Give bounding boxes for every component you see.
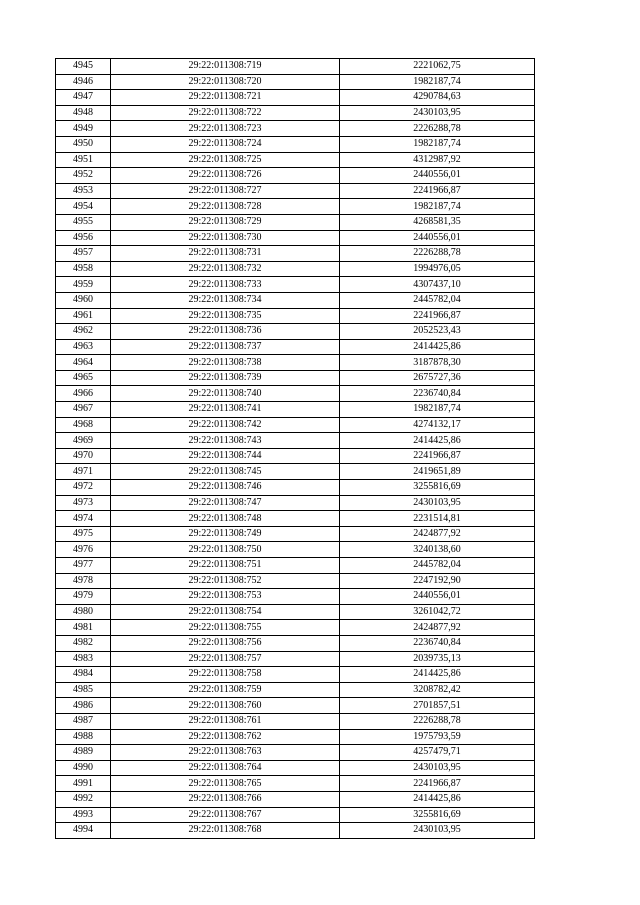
table-row	[56, 230, 535, 246]
cadastral-number-cell: 29:22:011308:747	[111, 495, 340, 511]
cadastral-number-cell: 29:22:011308:753	[111, 589, 340, 605]
cadastral-number-cell: 29:22:011308:729	[111, 214, 340, 230]
row-number-cell: 4981	[56, 620, 111, 636]
table-row	[56, 292, 535, 308]
row-number-cell: 4975	[56, 526, 111, 542]
table-row	[56, 776, 535, 792]
cadastral-value-table	[55, 58, 535, 839]
cadastral-value-cell: 2445782,04	[340, 292, 535, 308]
table-row	[56, 807, 535, 823]
cadastral-value-cell: 2241966,87	[340, 308, 535, 324]
cadastral-number-cell: 29:22:011308:748	[111, 511, 340, 527]
cadastral-number-cell: 29:22:011308:757	[111, 651, 340, 667]
cadastral-value-cell: 2236740,84	[340, 386, 535, 402]
cadastral-value-cell: 3255816,69	[340, 480, 535, 496]
cadastral-number-cell: 29:22:011308:728	[111, 199, 340, 215]
cadastral-number-cell: 29:22:011308:754	[111, 604, 340, 620]
cadastral-number-cell: 29:22:011308:723	[111, 121, 340, 137]
row-number-cell: 4963	[56, 339, 111, 355]
cadastral-value-cell: 2236740,84	[340, 635, 535, 651]
row-number-cell: 4979	[56, 589, 111, 605]
cadastral-value-cell: 4268581,35	[340, 214, 535, 230]
row-number-cell: 4986	[56, 698, 111, 714]
table-row	[56, 121, 535, 137]
table-row	[56, 324, 535, 340]
cadastral-number-cell: 29:22:011308:745	[111, 464, 340, 480]
cadastral-value-cell: 2226288,78	[340, 246, 535, 262]
cadastral-value-cell: 2414425,86	[340, 667, 535, 683]
row-number-cell: 4958	[56, 261, 111, 277]
table-row	[56, 542, 535, 558]
cadastral-value-cell: 1982187,74	[340, 136, 535, 152]
table-row	[56, 682, 535, 698]
table-row	[56, 105, 535, 121]
cadastral-value-cell: 2440556,01	[340, 168, 535, 184]
table-row	[56, 495, 535, 511]
cadastral-value-cell: 3240138,60	[340, 542, 535, 558]
cadastral-value-cell: 2241966,87	[340, 776, 535, 792]
table-row	[56, 90, 535, 106]
cadastral-number-cell: 29:22:011308:764	[111, 760, 340, 776]
cadastral-number-cell: 29:22:011308:735	[111, 308, 340, 324]
cadastral-number-cell: 29:22:011308:725	[111, 152, 340, 168]
cadastral-value-cell: 2430103,95	[340, 495, 535, 511]
cadastral-number-cell: 29:22:011308:742	[111, 417, 340, 433]
cadastral-value-cell: 2675727,36	[340, 370, 535, 386]
table-row	[56, 74, 535, 90]
cadastral-value-cell: 2430103,95	[340, 105, 535, 121]
row-number-cell: 4951	[56, 152, 111, 168]
table-row	[56, 526, 535, 542]
row-number-cell: 4980	[56, 604, 111, 620]
cadastral-number-cell: 29:22:011308:767	[111, 807, 340, 823]
table-row	[56, 823, 535, 839]
table-row	[56, 402, 535, 418]
table-row	[56, 152, 535, 168]
cadastral-value-cell: 2052523,43	[340, 324, 535, 340]
cadastral-number-cell: 29:22:011308:737	[111, 339, 340, 355]
table-row	[56, 651, 535, 667]
cadastral-value-cell: 1982187,74	[340, 74, 535, 90]
cadastral-value-cell: 3187878,30	[340, 355, 535, 371]
cadastral-value-cell: 4312987,92	[340, 152, 535, 168]
row-number-cell: 4978	[56, 573, 111, 589]
cadastral-number-cell: 29:22:011308:733	[111, 277, 340, 293]
cadastral-number-cell: 29:22:011308:758	[111, 667, 340, 683]
table-row	[56, 339, 535, 355]
cadastral-number-cell: 29:22:011308:720	[111, 74, 340, 90]
row-number-cell: 4949	[56, 121, 111, 137]
table-row	[56, 573, 535, 589]
row-number-cell: 4966	[56, 386, 111, 402]
table-row	[56, 433, 535, 449]
row-number-cell: 4956	[56, 230, 111, 246]
table-row	[56, 511, 535, 527]
table-row	[56, 464, 535, 480]
cadastral-value-cell: 2440556,01	[340, 589, 535, 605]
cadastral-value-cell: 2419651,89	[340, 464, 535, 480]
table-body	[56, 59, 535, 839]
cadastral-value-cell: 2241966,87	[340, 183, 535, 199]
cadastral-number-cell: 29:22:011308:746	[111, 480, 340, 496]
row-number-cell: 4976	[56, 542, 111, 558]
table-row	[56, 417, 535, 433]
row-number-cell: 4991	[56, 776, 111, 792]
cadastral-number-cell: 29:22:011308:760	[111, 698, 340, 714]
row-number-cell: 4961	[56, 308, 111, 324]
cadastral-value-cell: 2221062,75	[340, 59, 535, 75]
cadastral-value-cell: 2247192,90	[340, 573, 535, 589]
cadastral-number-cell: 29:22:011308:749	[111, 526, 340, 542]
cadastral-value-cell: 4307437,10	[340, 277, 535, 293]
row-number-cell: 4987	[56, 713, 111, 729]
cadastral-value-cell: 4257479,71	[340, 745, 535, 761]
cadastral-value-cell: 3208782,42	[340, 682, 535, 698]
cadastral-number-cell: 29:22:011308:763	[111, 745, 340, 761]
cadastral-number-cell: 29:22:011308:727	[111, 183, 340, 199]
row-number-cell: 4969	[56, 433, 111, 449]
cadastral-number-cell: 29:22:011308:762	[111, 729, 340, 745]
cadastral-number-cell: 29:22:011308:724	[111, 136, 340, 152]
table-row	[56, 136, 535, 152]
cadastral-value-cell: 2445782,04	[340, 558, 535, 574]
table-row	[56, 635, 535, 651]
row-number-cell: 4964	[56, 355, 111, 371]
cadastral-number-cell: 29:22:011308:730	[111, 230, 340, 246]
cadastral-value-cell: 2226288,78	[340, 121, 535, 137]
table-row	[56, 558, 535, 574]
row-number-cell: 4992	[56, 791, 111, 807]
row-number-cell: 4971	[56, 464, 111, 480]
row-number-cell: 4954	[56, 199, 111, 215]
row-number-cell: 4952	[56, 168, 111, 184]
cadastral-number-cell: 29:22:011308:768	[111, 823, 340, 839]
cadastral-number-cell: 29:22:011308:721	[111, 90, 340, 106]
table-row	[56, 448, 535, 464]
cadastral-value-cell: 2414425,86	[340, 791, 535, 807]
row-number-cell: 4973	[56, 495, 111, 511]
table-row	[56, 620, 535, 636]
cadastral-value-cell: 1994976,05	[340, 261, 535, 277]
cadastral-value-cell: 2424877,92	[340, 620, 535, 636]
cadastral-value-cell: 1982187,74	[340, 199, 535, 215]
row-number-cell: 4957	[56, 246, 111, 262]
cadastral-value-cell: 2226288,78	[340, 713, 535, 729]
row-number-cell: 4970	[56, 448, 111, 464]
cadastral-value-cell: 1982187,74	[340, 402, 535, 418]
row-number-cell: 4974	[56, 511, 111, 527]
table-row	[56, 59, 535, 75]
cadastral-number-cell: 29:22:011308:744	[111, 448, 340, 464]
cadastral-value-cell: 2424877,92	[340, 526, 535, 542]
row-number-cell: 4993	[56, 807, 111, 823]
row-number-cell: 4947	[56, 90, 111, 106]
table-row	[56, 308, 535, 324]
table-row	[56, 370, 535, 386]
row-number-cell: 4946	[56, 74, 111, 90]
row-number-cell: 4960	[56, 292, 111, 308]
cadastral-number-cell: 29:22:011308:761	[111, 713, 340, 729]
cadastral-number-cell: 29:22:011308:759	[111, 682, 340, 698]
cadastral-number-cell: 29:22:011308:751	[111, 558, 340, 574]
row-number-cell: 4972	[56, 480, 111, 496]
table-row	[56, 698, 535, 714]
cadastral-value-cell: 3261042,72	[340, 604, 535, 620]
row-number-cell: 4945	[56, 59, 111, 75]
table-row	[56, 713, 535, 729]
table-row	[56, 261, 535, 277]
table-row	[56, 745, 535, 761]
cadastral-number-cell: 29:22:011308:752	[111, 573, 340, 589]
row-number-cell: 4989	[56, 745, 111, 761]
cadastral-value-cell: 2039735,13	[340, 651, 535, 667]
table-row	[56, 246, 535, 262]
table-row	[56, 214, 535, 230]
row-number-cell: 4950	[56, 136, 111, 152]
table-row	[56, 355, 535, 371]
cadastral-number-cell: 29:22:011308:765	[111, 776, 340, 792]
cadastral-value-cell: 2430103,95	[340, 823, 535, 839]
row-number-cell: 4984	[56, 667, 111, 683]
table-row	[56, 760, 535, 776]
table-row	[56, 386, 535, 402]
row-number-cell: 4982	[56, 635, 111, 651]
cadastral-value-cell: 2231514,81	[340, 511, 535, 527]
cadastral-value-cell: 2414425,86	[340, 339, 535, 355]
row-number-cell: 4990	[56, 760, 111, 776]
row-number-cell: 4968	[56, 417, 111, 433]
cadastral-number-cell: 29:22:011308:719	[111, 59, 340, 75]
cadastral-number-cell: 29:22:011308:739	[111, 370, 340, 386]
cadastral-number-cell: 29:22:011308:740	[111, 386, 340, 402]
row-number-cell: 4977	[56, 558, 111, 574]
cadastral-number-cell: 29:22:011308:738	[111, 355, 340, 371]
row-number-cell: 4988	[56, 729, 111, 745]
cadastral-value-cell: 4274132,17	[340, 417, 535, 433]
table-row	[56, 199, 535, 215]
cadastral-number-cell: 29:22:011308:750	[111, 542, 340, 558]
cadastral-number-cell: 29:22:011308:734	[111, 292, 340, 308]
cadastral-number-cell: 29:22:011308:736	[111, 324, 340, 340]
cadastral-value-cell: 2414425,86	[340, 433, 535, 449]
table-row	[56, 667, 535, 683]
row-number-cell: 4985	[56, 682, 111, 698]
row-number-cell: 4959	[56, 277, 111, 293]
cadastral-value-cell: 2241966,87	[340, 448, 535, 464]
cadastral-number-cell: 29:22:011308:756	[111, 635, 340, 651]
cadastral-number-cell: 29:22:011308:743	[111, 433, 340, 449]
cadastral-value-cell: 2701857,51	[340, 698, 535, 714]
row-number-cell: 4953	[56, 183, 111, 199]
table-row	[56, 183, 535, 199]
table-row	[56, 729, 535, 745]
table-row	[56, 480, 535, 496]
row-number-cell: 4948	[56, 105, 111, 121]
cadastral-number-cell: 29:22:011308:755	[111, 620, 340, 636]
table-row	[56, 604, 535, 620]
row-number-cell: 4962	[56, 324, 111, 340]
row-number-cell: 4983	[56, 651, 111, 667]
cadastral-number-cell: 29:22:011308:722	[111, 105, 340, 121]
cadastral-value-cell: 3255816,69	[340, 807, 535, 823]
cadastral-number-cell: 29:22:011308:741	[111, 402, 340, 418]
cadastral-value-cell: 1975793,59	[340, 729, 535, 745]
table-row	[56, 589, 535, 605]
cadastral-value-cell: 2440556,01	[340, 230, 535, 246]
table-row	[56, 277, 535, 293]
cadastral-number-cell: 29:22:011308:732	[111, 261, 340, 277]
row-number-cell: 4965	[56, 370, 111, 386]
cadastral-value-cell: 2430103,95	[340, 760, 535, 776]
cadastral-value-cell: 4290784,63	[340, 90, 535, 106]
cadastral-number-cell: 29:22:011308:731	[111, 246, 340, 262]
cadastral-number-cell: 29:22:011308:726	[111, 168, 340, 184]
table-row	[56, 168, 535, 184]
cadastral-number-cell: 29:22:011308:766	[111, 791, 340, 807]
row-number-cell: 4955	[56, 214, 111, 230]
row-number-cell: 4994	[56, 823, 111, 839]
row-number-cell: 4967	[56, 402, 111, 418]
table-row	[56, 791, 535, 807]
